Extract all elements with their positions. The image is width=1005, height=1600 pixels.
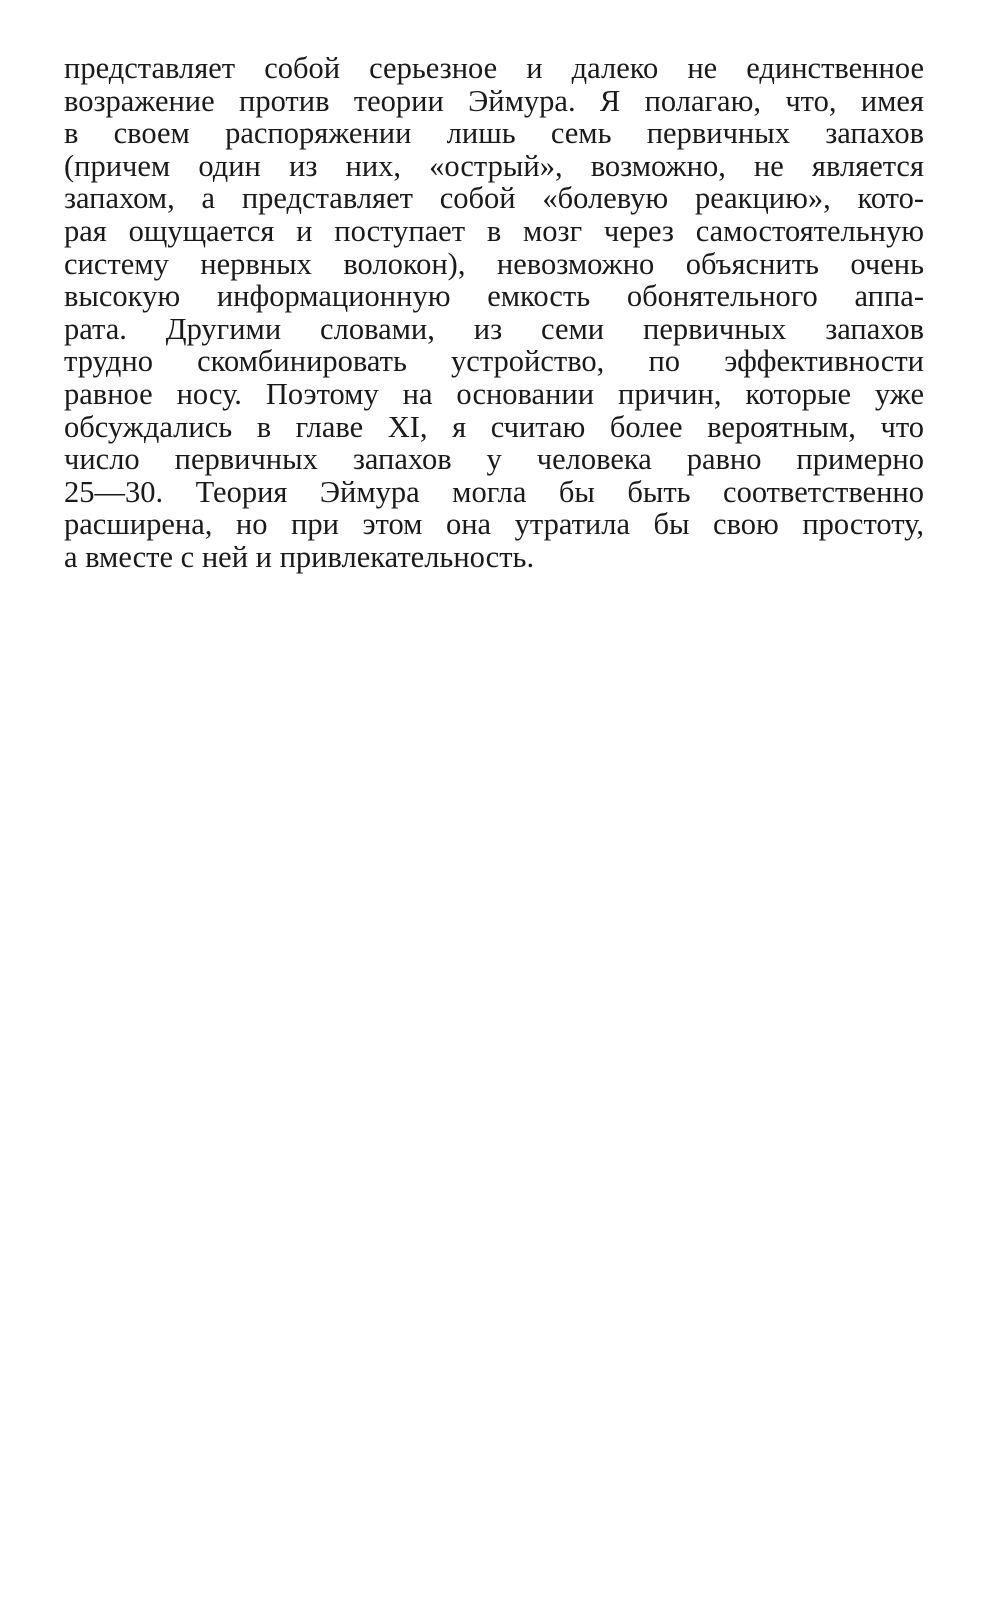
- text-line: обсуждались в главе XI, я считаю более вероятным, что: [64, 409, 924, 444]
- text-line: (причем один из них, «острый», возможно, не является: [64, 148, 924, 183]
- text-line: возражение против теории Эймура. Я полагаю, что, имея: [64, 83, 924, 118]
- text-line: систему нервных волокон), невозможно объяснить очень: [64, 246, 924, 281]
- text-line: рая ощущается и поступает в мозг через самостоятельную: [64, 213, 924, 248]
- text-line: число первичных запахов у человека равно примерно: [64, 442, 924, 477]
- text-line: рата. Другими словами, из семи первичных запахов: [64, 311, 924, 346]
- text-line: представляет собой серьезное и далеко не единственное: [64, 51, 924, 85]
- body-paragraph: [64, 52, 924, 574]
- text-line: расширена, но при этом она утратила бы свою простоту,: [64, 507, 924, 542]
- text-line: высокую информационную емкость обонятельного аппа-: [64, 279, 924, 314]
- text-line: запахом, а представляет собой «болевую реакцию», кото-: [64, 181, 924, 216]
- text-line: трудно скомбинировать устройство, по эффективности: [64, 344, 924, 379]
- text-line: 25—30. Теория Эймура могла бы быть соответственно: [64, 474, 924, 509]
- text-line: в своем распоряжении лишь семь первичных запахов: [64, 116, 924, 151]
- text-line: а вместе с ней и привлекательность.: [64, 539, 535, 574]
- text-line: равное носу. Поэтому на основании причин, которые уже: [64, 376, 924, 411]
